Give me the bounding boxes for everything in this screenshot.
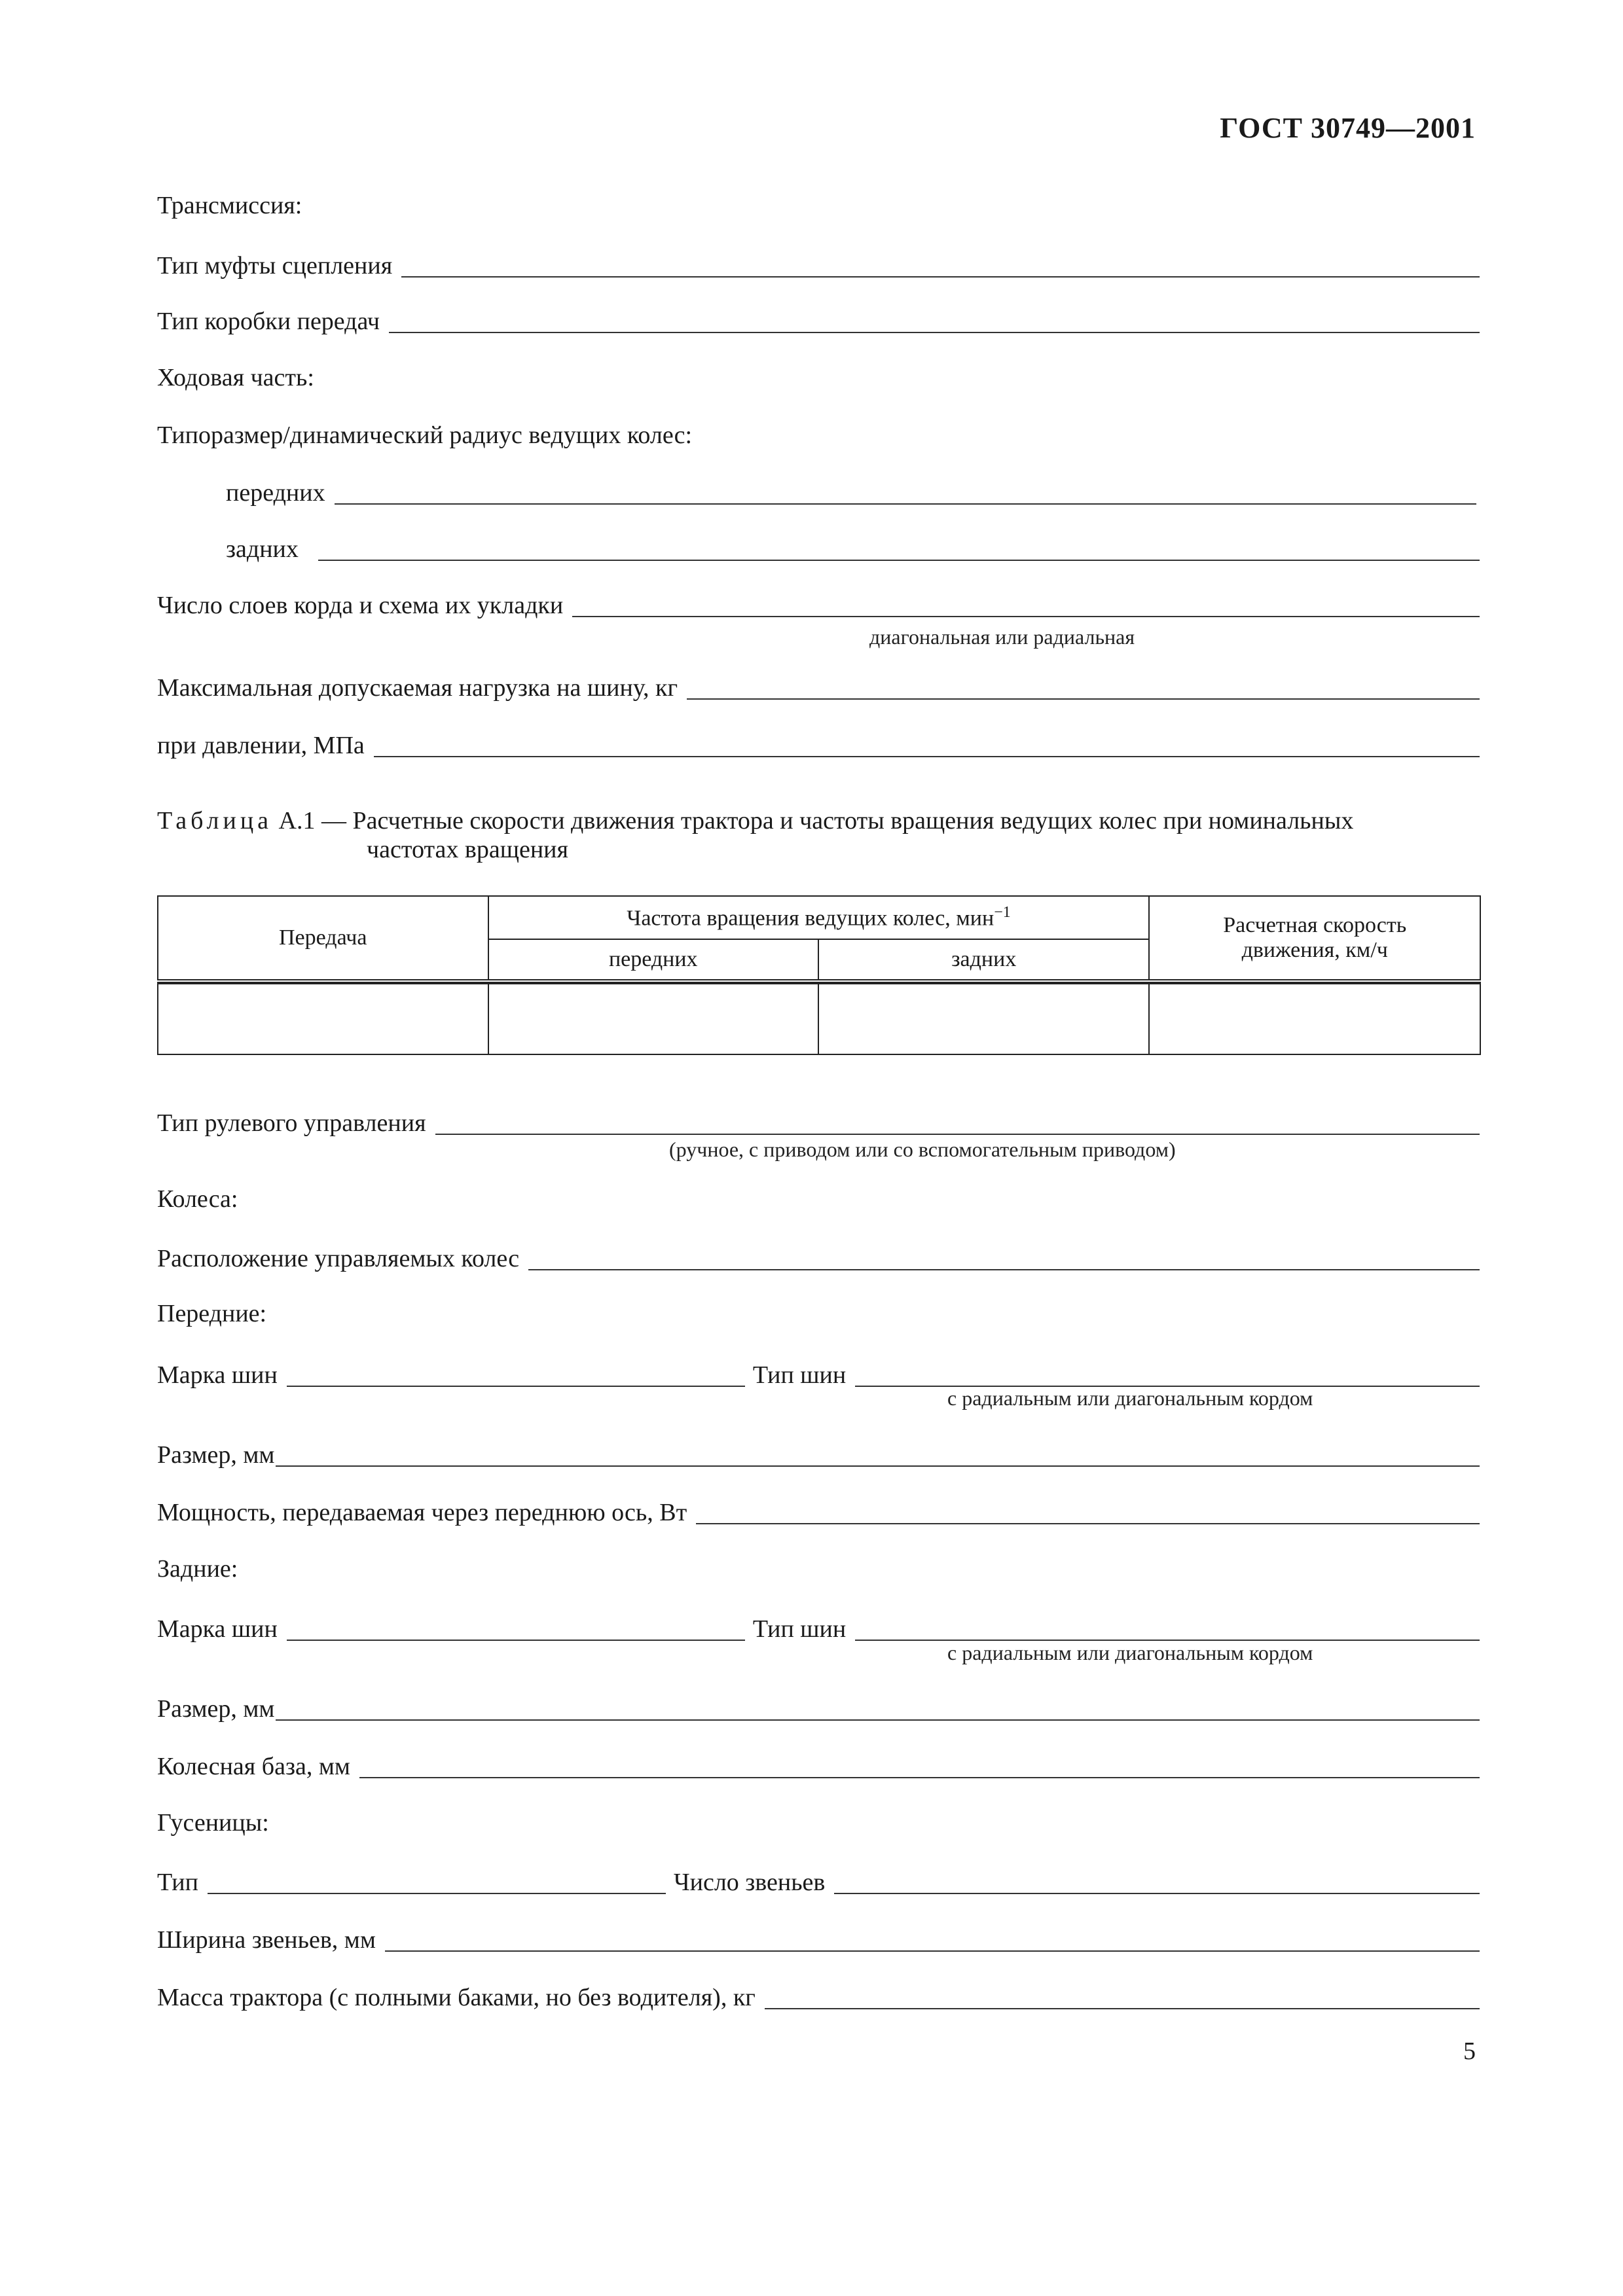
steering-type-blank[interactable] xyxy=(435,1134,1480,1135)
field-front-wheels xyxy=(226,476,1476,509)
col-freq-label: Частота вращения ведущих колес, мин xyxy=(627,906,994,931)
field-clutch-type xyxy=(157,249,1480,281)
section-wheels: Колеса: xyxy=(157,1185,238,1213)
field-label: Тип шин xyxy=(752,1615,847,1643)
field-label: Ширина звеньев, мм xyxy=(157,1926,376,1954)
col-rear-header xyxy=(818,939,1149,981)
rear-tire-hint: с радиальным или диагональным кордом xyxy=(947,1641,1313,1664)
field-label: Расположение управляемых колес xyxy=(157,1245,520,1272)
field-tractor-mass xyxy=(157,1981,1480,2013)
rear-size-blank[interactable] xyxy=(276,1719,1480,1721)
col-front-header xyxy=(488,939,819,981)
field-max-load xyxy=(157,671,1480,704)
col-speed-header xyxy=(1149,896,1480,981)
col-freq-exponent: −1 xyxy=(994,904,1011,922)
field-gearbox-type xyxy=(157,304,1480,337)
field-label: задних xyxy=(226,535,299,563)
cord-layers-blank[interactable] xyxy=(572,616,1480,617)
link-width-blank[interactable] xyxy=(385,1950,1480,1952)
field-label: Мощность, передаваемая через переднюю ось, Вт xyxy=(157,1499,687,1526)
section-front-wheels: Передние: xyxy=(157,1300,267,1327)
field-label: передних xyxy=(226,479,325,507)
field-pressure xyxy=(157,728,1480,761)
field-label: Тип коробки передач xyxy=(157,308,380,335)
field-label: при давлении, МПа xyxy=(157,732,365,759)
cord-layers-hint: диагональная или радиальная xyxy=(869,625,1135,649)
field-label: Тип рулевого управления xyxy=(157,1109,426,1137)
col-gear-header xyxy=(158,896,488,981)
field-steered-location xyxy=(157,1242,1480,1274)
field-front-power xyxy=(157,1496,1480,1528)
col-rear-label: задних xyxy=(951,947,1017,971)
front-power-blank[interactable] xyxy=(696,1523,1480,1524)
section-wheel-size: Типоразмер/динамический радиус ведущих колес: xyxy=(157,422,693,449)
steering-hint: (ручное, с приводом или со вспомогательным приводом) xyxy=(669,1138,1176,1161)
front-tire-hint: с радиальным или диагональным кордом xyxy=(947,1386,1313,1410)
table-caption xyxy=(157,806,1486,864)
document-code: ГОСТ 30749—2001 xyxy=(1220,112,1476,144)
pressure-blank[interactable] xyxy=(374,756,1480,757)
field-label: Число слоев корда и схема их укладки xyxy=(157,592,564,619)
field-label: Тип шин xyxy=(752,1361,847,1389)
wheelbase-blank[interactable] xyxy=(359,1777,1480,1778)
field-label: Тип муфты сцепления xyxy=(157,252,393,279)
field-label: Размер, мм xyxy=(157,1441,275,1469)
track-type-blank[interactable] xyxy=(208,1893,666,1894)
col-gear-label: Передача xyxy=(278,925,367,950)
field-cord-layers xyxy=(157,588,1480,621)
field-label: Масса трактора (с полными баками, но без водителя), кг xyxy=(157,1984,756,2011)
table-cell-speed[interactable] xyxy=(1149,984,1480,1054)
col-speed-label-2: движения, км/ч xyxy=(1241,938,1388,962)
rear-tire-brand-blank[interactable] xyxy=(287,1640,745,1641)
field-wheelbase xyxy=(157,1749,1480,1782)
front-size-blank[interactable] xyxy=(276,1465,1480,1467)
field-steering-type xyxy=(157,1106,1480,1139)
field-label: Число звеньев xyxy=(673,1869,826,1896)
caption-prefix: Таблица xyxy=(157,807,273,834)
speed-table xyxy=(157,895,1481,1055)
field-track-type xyxy=(157,1865,1480,1898)
section-transmission: Трансмиссия: xyxy=(157,192,302,219)
section-running-gear: Ходовая часть: xyxy=(157,364,314,391)
field-rear-wheels xyxy=(226,532,1480,565)
section-rear-wheels: Задние: xyxy=(157,1555,238,1583)
caption-continuation: частотах вращения xyxy=(367,836,568,863)
table-cell-rear[interactable] xyxy=(818,984,1149,1054)
front-wheels-blank[interactable] xyxy=(335,503,1476,505)
tractor-mass-blank[interactable] xyxy=(765,2008,1480,2009)
track-links-blank[interactable] xyxy=(834,1893,1480,1894)
field-rear-size xyxy=(157,1692,1480,1725)
col-freq-header xyxy=(488,896,1150,939)
field-rear-tires xyxy=(157,1612,1480,1645)
field-label: Максимальная допускаемая нагрузка на шину, кг xyxy=(157,674,678,702)
col-front-label: передних xyxy=(608,947,698,971)
field-label: Тип xyxy=(157,1869,198,1896)
field-label: Марка шин xyxy=(157,1615,278,1643)
table-cell-front[interactable] xyxy=(488,984,819,1054)
table-cell-gear[interactable] xyxy=(158,984,488,1054)
field-link-width xyxy=(157,1923,1480,1956)
steered-location-blank[interactable] xyxy=(528,1269,1480,1270)
section-tracks: Гусеницы: xyxy=(157,1809,269,1837)
rear-wheels-blank[interactable] xyxy=(318,560,1480,561)
caption-text: А.1 — Расчетные скорости движения трактора и частоты вращения ведущих колес при номинальных xyxy=(278,807,1354,834)
field-label: Колесная база, мм xyxy=(157,1753,350,1780)
field-label: Марка шин xyxy=(157,1361,278,1389)
table-row xyxy=(158,984,1480,1054)
field-label: Размер, мм xyxy=(157,1695,275,1723)
page-number: 5 xyxy=(1463,2037,1476,2065)
max-load-blank[interactable] xyxy=(687,698,1480,700)
front-tire-brand-blank[interactable] xyxy=(287,1386,745,1387)
field-front-size xyxy=(157,1438,1480,1471)
col-speed-label-1: Расчетная скорость xyxy=(1223,913,1407,937)
gearbox-type-blank[interactable] xyxy=(389,332,1480,333)
clutch-type-blank[interactable] xyxy=(401,276,1480,278)
